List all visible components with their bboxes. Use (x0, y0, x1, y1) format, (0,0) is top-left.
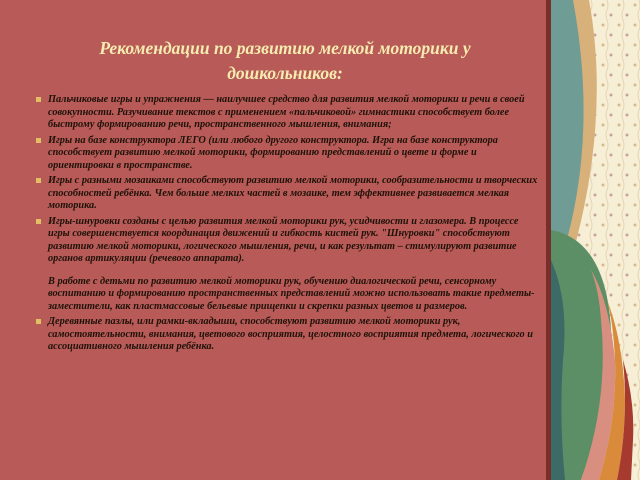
list-item (36, 175, 538, 213)
bullet-icon (36, 97, 41, 102)
bullet-icon (36, 319, 41, 324)
list-item-text: Игры-шнуровки созданы с целью развития мелкой моторики рук, усидчивости и глазомера. В процессе игры совершенствуется координация движений и гибкость кистей рук. "Шнуровки" способствуют развитию мелкой моторики, логического мышления, речи, и как результат – стимулируют развитие органов артикуляции (речевого аппарата). (48, 215, 519, 264)
slide-title: Рекомендации по развитию мелкой моторики у дошкольников: (99, 38, 471, 83)
list-item (36, 276, 538, 314)
decorative-side-panel (551, 0, 640, 480)
bullet-icon (36, 178, 41, 183)
bullet-icon (36, 138, 41, 143)
list-item-text: Деревянные пазлы, или рамки-вкладыши, способствуют развитию мелкой моторики рук, самостоятельности, внимания, цветового восприятия, целостного восприятия предмета, логического и ассоциативного мышления ребёнка. (48, 316, 533, 352)
list-item-text: Игры на базе конструктора ЛЕГО (или любого другого конструктора. Игра на базе конструктора способствует развитию мелкой моторики, формированию представлений о цвете и форме и ориентировки в пространстве. (48, 134, 498, 171)
list-item (36, 216, 538, 266)
list-item (36, 94, 538, 132)
bullet-icon (36, 219, 41, 224)
recommendations-list (36, 94, 538, 357)
list-item-text: В работе с детьми по развитию мелкой моторики рук, обучению диалогической речи, сенсорному воспитанию и формированию пространственных представлений можно использовать такие предметы-заместители, как пластмассовые бельевые прищепки и скрепки разных цветов и размеров. (48, 275, 535, 312)
list-item-text: Пальчиковые игры и упражнения — наилучшее средство для развития мелкой моторики и речи в своей совокупности. Разучивание текстов с применением «пальчиковой» гимнастики способствует более быстрому формированию речи, пространственного мышления, внимания; (48, 94, 525, 130)
list-item-text: Игры с разными мозаиками способствуют развитию мелкой моторики, сообразительности и творческих способностей ребёнка. Чем больше мелких частей в мозаике, тем эффективнее развивается мелкая моторика. (48, 175, 538, 211)
list-item (36, 135, 538, 173)
list-item (36, 316, 538, 354)
